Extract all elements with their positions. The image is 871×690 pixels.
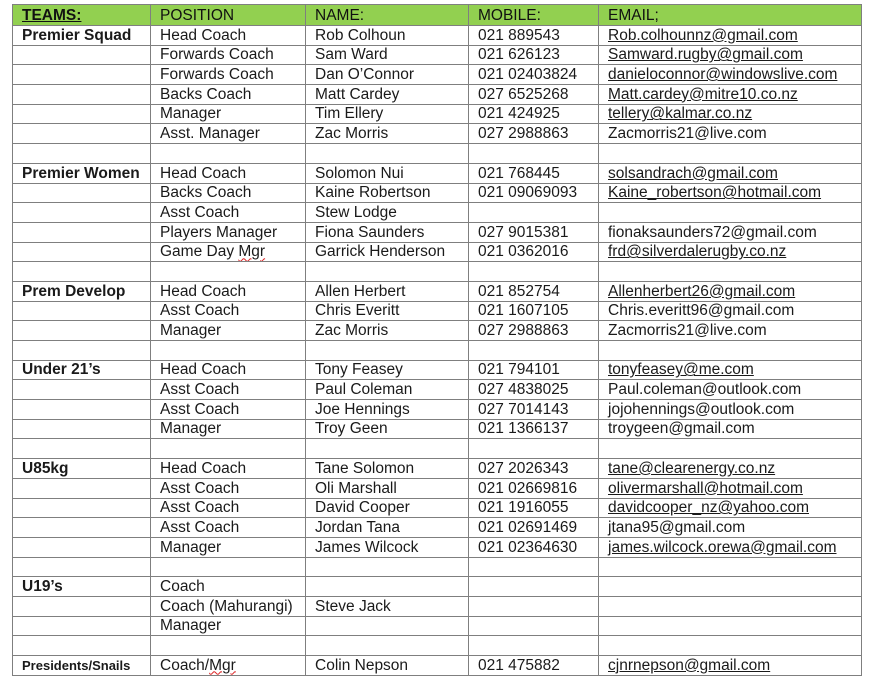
table-row (13, 596, 862, 616)
mobile-cell: 027 2988863 (469, 124, 599, 144)
email-link[interactable]: james.wilcock.orewa@gmail.com (599, 537, 862, 557)
header-email: EMAIL; (599, 5, 862, 26)
mobile-cell (469, 577, 599, 597)
email-link[interactable]: Chris.everitt96@gmail.com (599, 301, 862, 321)
table-row (13, 144, 862, 164)
mobile-cell: 027 2988863 (469, 321, 599, 341)
table-row (13, 124, 862, 144)
name-cell: Tony Feasey (306, 360, 469, 380)
position-cell: Coach (Mahurangi) (151, 596, 306, 616)
name-cell (306, 577, 469, 597)
position-cell: Head Coach (151, 26, 306, 46)
table-row (13, 183, 862, 203)
table-row (13, 498, 862, 518)
name-cell: Allen Herbert (306, 281, 469, 301)
team-name (13, 124, 151, 144)
team-name (13, 557, 151, 577)
header-teams: TEAMS: (13, 5, 151, 26)
position-cell: Asst Coach (151, 203, 306, 223)
name-cell: Troy Geen (306, 419, 469, 439)
team-name (13, 616, 151, 636)
position-cell: Coach/Mgr (151, 656, 306, 676)
table-row (13, 321, 862, 341)
team-name (13, 85, 151, 105)
team-name (13, 262, 151, 282)
team-name (13, 321, 151, 341)
team-name (13, 498, 151, 518)
table-row (13, 281, 862, 301)
name-cell: Kaine Robertson (306, 183, 469, 203)
spellcheck-mark: Mgr (209, 656, 236, 674)
table-row (13, 45, 862, 65)
team-name (13, 341, 151, 361)
team-name (13, 419, 151, 439)
position-cell: Asst Coach (151, 498, 306, 518)
team-name (13, 478, 151, 498)
table-row (13, 636, 862, 656)
team-name (13, 242, 151, 262)
email-link[interactable]: solsandrach@gmail.com (599, 163, 862, 183)
email-link (599, 577, 862, 597)
mobile-cell (469, 144, 599, 164)
email-link[interactable]: Zacmorris21@live.com (599, 321, 862, 341)
position-cell (151, 636, 306, 656)
name-cell: James Wilcock (306, 537, 469, 557)
table-row (13, 341, 862, 361)
team-name: Premier Women (13, 163, 151, 183)
name-cell: Zac Morris (306, 124, 469, 144)
position-cell (151, 439, 306, 459)
team-name (13, 518, 151, 538)
name-cell: Garrick Henderson (306, 242, 469, 262)
email-link (599, 439, 862, 459)
position-cell: Coach (151, 577, 306, 597)
team-name (13, 45, 151, 65)
team-name: Under 21’s (13, 360, 151, 380)
email-link[interactable]: olivermarshall@hotmail.com (599, 478, 862, 498)
email-link[interactable]: Rob.colhounnz@gmail.com (599, 26, 862, 46)
mobile-cell: 021 794101 (469, 360, 599, 380)
email-link[interactable]: Matt.cardey@mitre10.co.nz (599, 85, 862, 105)
email-link[interactable]: Zacmorris21@live.com (599, 124, 862, 144)
position-cell: Backs Coach (151, 183, 306, 203)
email-link[interactable]: davidcooper_nz@yahoo.com (599, 498, 862, 518)
mobile-cell (469, 596, 599, 616)
email-link[interactable]: tonyfeasey@me.com (599, 360, 862, 380)
table-row (13, 26, 862, 46)
table-row (13, 85, 862, 105)
table-row (13, 537, 862, 557)
mobile-cell: 027 7014143 (469, 400, 599, 420)
team-name (13, 183, 151, 203)
name-cell: Jordan Tana (306, 518, 469, 538)
header-position: POSITION (151, 5, 306, 26)
team-name: Prem Develop (13, 281, 151, 301)
email-link[interactable]: troygeen@gmail.com (599, 419, 862, 439)
name-cell: Stew Lodge (306, 203, 469, 223)
team-name (13, 203, 151, 223)
name-cell: Colin Nepson (306, 656, 469, 676)
team-name (13, 400, 151, 420)
mobile-cell: 027 4838025 (469, 380, 599, 400)
position-cell: Asst Coach (151, 518, 306, 538)
position-cell: Players Manager (151, 222, 306, 242)
mobile-cell (469, 557, 599, 577)
mobile-cell (469, 616, 599, 636)
name-cell: Solomon Nui (306, 163, 469, 183)
mobile-cell: 021 1607105 (469, 301, 599, 321)
mobile-cell: 021 09069093 (469, 183, 599, 203)
mobile-cell: 021 02691469 (469, 518, 599, 538)
mobile-cell: 027 6525268 (469, 85, 599, 105)
table-row (13, 242, 862, 262)
position-cell: Game Day Mgr (151, 242, 306, 262)
mobile-cell: 021 475882 (469, 656, 599, 676)
mobile-cell (469, 636, 599, 656)
team-name (13, 380, 151, 400)
table-row (13, 557, 862, 577)
name-cell: Matt Cardey (306, 85, 469, 105)
team-name (13, 144, 151, 164)
table-row (13, 360, 862, 380)
name-cell (306, 557, 469, 577)
email-link[interactable]: Allenherbert26@gmail.com (599, 281, 862, 301)
contacts-table (12, 4, 862, 676)
table-row (13, 459, 862, 479)
position-cell: Manager (151, 321, 306, 341)
mobile-cell (469, 203, 599, 223)
team-name (13, 537, 151, 557)
table-row (13, 400, 862, 420)
name-cell: Chris Everitt (306, 301, 469, 321)
table-row (13, 419, 862, 439)
table-row (13, 65, 862, 85)
email-link[interactable]: fionaksaunders72@gmail.com (599, 222, 862, 242)
team-name: Premier Squad (13, 26, 151, 46)
team-name: Presidents/Snails (13, 656, 151, 676)
name-cell: Paul Coleman (306, 380, 469, 400)
email-link[interactable]: cjnrnepson@gmail.com (599, 656, 862, 676)
mobile-cell: 021 02669816 (469, 478, 599, 498)
mobile-cell: 021 0362016 (469, 242, 599, 262)
table-row (13, 301, 862, 321)
position-cell (151, 144, 306, 164)
name-cell (306, 636, 469, 656)
position-cell: Manager (151, 537, 306, 557)
mobile-cell: 021 626123 (469, 45, 599, 65)
name-cell: Sam Ward (306, 45, 469, 65)
team-name (13, 439, 151, 459)
mobile-cell (469, 262, 599, 282)
name-cell: Fiona Saunders (306, 222, 469, 242)
mobile-cell: 027 9015381 (469, 222, 599, 242)
name-cell: Tane Solomon (306, 459, 469, 479)
table-row (13, 656, 862, 676)
email-link (599, 636, 862, 656)
name-cell (306, 341, 469, 361)
team-name: U85kg (13, 459, 151, 479)
position-cell (151, 557, 306, 577)
email-link[interactable]: jojohennings@outlook.com (599, 400, 862, 420)
position-cell: Asst Coach (151, 400, 306, 420)
position-cell: Asst Coach (151, 380, 306, 400)
team-name (13, 301, 151, 321)
mobile-cell: 021 02364630 (469, 537, 599, 557)
table-row (13, 203, 862, 223)
position-cell: Head Coach (151, 163, 306, 183)
position-cell: Asst Coach (151, 478, 306, 498)
team-name (13, 636, 151, 656)
table-row (13, 262, 862, 282)
name-cell: Joe Hennings (306, 400, 469, 420)
position-cell: Manager (151, 419, 306, 439)
table-row (13, 616, 862, 636)
email-link[interactable]: jtana95@gmail.com (599, 518, 862, 538)
team-name (13, 596, 151, 616)
table-row (13, 577, 862, 597)
header-mobile: MOBILE: (469, 5, 599, 26)
name-cell: Tim Ellery (306, 104, 469, 124)
table-row (13, 104, 862, 124)
team-name (13, 222, 151, 242)
table-row (13, 439, 862, 459)
table-row (13, 518, 862, 538)
email-link[interactable]: Samward.rugby@gmail.com (599, 45, 862, 65)
position-cell (151, 262, 306, 282)
name-cell: Zac Morris (306, 321, 469, 341)
team-name (13, 104, 151, 124)
mobile-cell (469, 341, 599, 361)
name-cell (306, 439, 469, 459)
mobile-cell: 021 768445 (469, 163, 599, 183)
name-cell: Steve Jack (306, 596, 469, 616)
email-link[interactable]: tellery@kalmar.co.nz (599, 104, 862, 124)
email-link (599, 203, 862, 223)
email-link (599, 144, 862, 164)
name-cell (306, 144, 469, 164)
mobile-cell: 021 1916055 (469, 498, 599, 518)
email-link (599, 262, 862, 282)
position-cell: Manager (151, 104, 306, 124)
position-cell (151, 341, 306, 361)
mobile-cell: 021 02403824 (469, 65, 599, 85)
email-link[interactable]: danieloconnor@windowslive.com (599, 65, 862, 85)
email-link (599, 596, 862, 616)
name-cell: Dan O’Connor (306, 65, 469, 85)
position-cell: Forwards Coach (151, 45, 306, 65)
email-link (599, 557, 862, 577)
email-link[interactable]: Paul.coleman@outlook.com (599, 380, 862, 400)
position-cell: Asst. Manager (151, 124, 306, 144)
mobile-cell (469, 439, 599, 459)
position-cell: Backs Coach (151, 85, 306, 105)
email-link (599, 616, 862, 636)
name-cell (306, 262, 469, 282)
team-name (13, 65, 151, 85)
position-cell: Asst Coach (151, 301, 306, 321)
email-link[interactable]: frd@silverdalerugby.co.nz (599, 242, 862, 262)
position-cell: Manager (151, 616, 306, 636)
table-row (13, 163, 862, 183)
header-name: NAME: (306, 5, 469, 26)
spellcheck-mark: Mgr (238, 243, 266, 261)
table-row (13, 478, 862, 498)
name-cell: Oli Marshall (306, 478, 469, 498)
mobile-cell: 021 1366137 (469, 419, 599, 439)
position-cell: Head Coach (151, 360, 306, 380)
mobile-cell: 021 424925 (469, 104, 599, 124)
team-name: U19’s (13, 577, 151, 597)
table-row (13, 222, 862, 242)
position-cell: Forwards Coach (151, 65, 306, 85)
name-cell: David Cooper (306, 498, 469, 518)
mobile-cell: 021 889543 (469, 26, 599, 46)
email-link[interactable]: Kaine_robertson@hotmail.com (599, 183, 862, 203)
position-cell: Head Coach (151, 459, 306, 479)
table-row (13, 380, 862, 400)
name-cell: Rob Colhoun (306, 26, 469, 46)
position-cell: Head Coach (151, 281, 306, 301)
email-link (599, 341, 862, 361)
mobile-cell: 027 2026343 (469, 459, 599, 479)
header-row (13, 5, 862, 26)
name-cell (306, 616, 469, 636)
email-link[interactable]: tane@clearenergy.co.nz (599, 459, 862, 479)
mobile-cell: 021 852754 (469, 281, 599, 301)
